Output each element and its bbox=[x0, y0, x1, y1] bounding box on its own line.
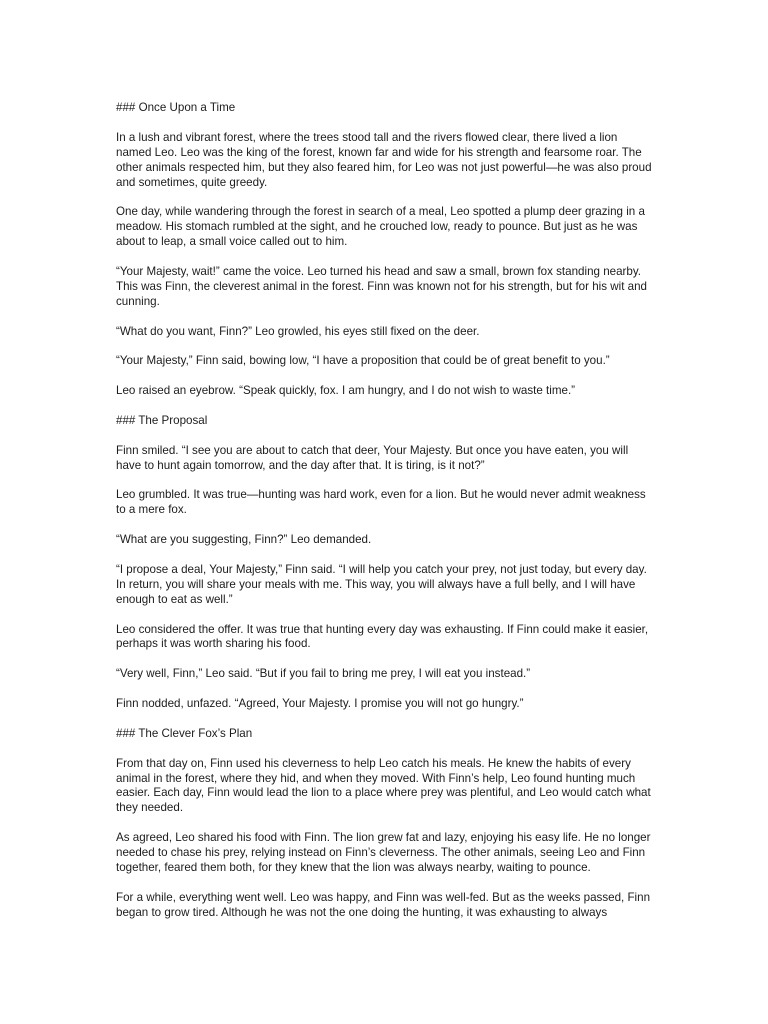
paragraph-12: “Very well, Finn,” Leo said. “But if you fail to bring me prey, I will eat you instead.” bbox=[116, 667, 531, 681]
document-page bbox=[116, 101, 654, 935]
paragraph-14: From that day on, Finn used his cleverness to help Leo catch his meals. He knew the habits of every animal in the forest, where they hid, and when they moved. With Finn’s help, Leo found hunting much easier. Each day, Finn would lead the lion to a place where prey was plentiful, and Leo would catch what they needed. bbox=[116, 756, 651, 815]
paragraph-1: In a lush and vibrant forest, where the trees stood tall and the rivers flowed clear, there lived a lion named Leo. Leo was the king of the forest, known far and wide for his strength and fearsome roar. The other animals respected him, but they also feared him, for Leo was not just powerful—he was also proud and sometimes, quite greedy. bbox=[116, 130, 652, 189]
section-heading-the-clever-foxs-plan: ### The Clever Fox’s Plan bbox=[116, 726, 253, 740]
paragraph-16: For a while, everything went well. Leo was happy, and Finn was well-fed. But as the weeks passed, Finn began to grow tired. Although he was not the one doing the hunting, it was exhausting to always bbox=[116, 890, 651, 919]
paragraph-4: “What do you want, Finn?” Leo growled, his eyes still fixed on the deer. bbox=[116, 324, 480, 338]
section-heading-once-upon-a-time: ### Once Upon a Time bbox=[116, 101, 236, 114]
paragraph-3: “Your Majesty, wait!” came the voice. Leo turned his head and saw a small, brown fox standing nearby. This was Finn, the cleverest animal in the forest. Finn was known not for his strength, but for his wit and cunning. bbox=[116, 264, 647, 308]
paragraph-15: As agreed, Leo shared his food with Finn. The lion grew fat and lazy, enjoying his easy life. He no longer needed to chase his prey, relying instead on Finn’s cleverness. The other animals, seeing Leo and Finn together, feared them both, for they knew that the lion was always nearby, waiting to pounce. bbox=[116, 831, 651, 874]
paragraph-8: Leo grumbled. It was true—hunting was hard work, even for a lion. But he would never admit weakness to a mere fox. bbox=[116, 488, 646, 517]
section-heading-the-proposal: ### The Proposal bbox=[116, 413, 208, 427]
paragraph-5: “Your Majesty,” Finn said, bowing low, “I have a proposition that could be of great benefit to you.” bbox=[116, 354, 610, 368]
paragraph-2: One day, while wandering through the forest in search of a meal, Leo spotted a plump deer grazing in a meadow. His stomach rumbled at the sight, and he crouched low, ready to pounce. But just as he was about to leap, a small voice called out to him. bbox=[116, 205, 645, 249]
paragraph-11: Leo considered the offer. It was true that hunting every day was exhausting. If Finn could make it easier, perhaps it was worth sharing his food. bbox=[116, 622, 649, 651]
paragraph-7: Finn smiled. “I see you are about to catch that deer, Your Majesty. But once you have eaten, you will have to hunt again tomorrow, and the day after that. It is tiring, is it not?” bbox=[116, 443, 629, 472]
paragraph-13: Finn nodded, unfazed. “Agreed, Your Majesty. I promise you will not go hungry.” bbox=[116, 697, 524, 711]
paragraph-6: Leo raised an eyebrow. “Speak quickly, fox. I am hungry, and I do not wish to waste time.” bbox=[116, 384, 576, 398]
paragraph-9: “What are you suggesting, Finn?” Leo demanded. bbox=[116, 533, 372, 547]
paragraph-10: “I propose a deal, Your Majesty,” Finn said. “I will help you catch your prey, not just today, but every day. In return, you will share your meals with me. This way, you will always have a full belly, and I will have enough to eat as well.” bbox=[116, 562, 647, 606]
